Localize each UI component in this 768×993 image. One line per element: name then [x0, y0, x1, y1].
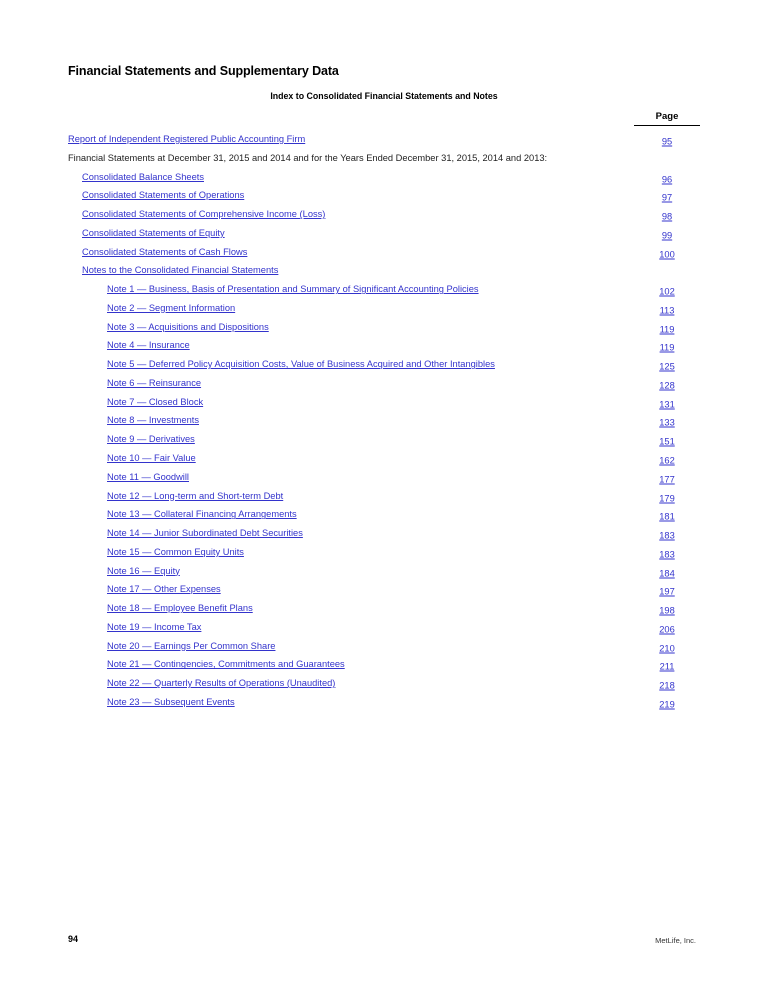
- index-entry-page-link[interactable]: 119: [659, 342, 675, 353]
- index-subtitle: Index to Consolidated Financial Statements and Notes: [270, 91, 498, 101]
- index-row: [68, 658, 700, 677]
- index-entry-page-link[interactable]: 133: [659, 417, 675, 428]
- index-row: [68, 283, 700, 302]
- index-entry-link[interactable]: Consolidated Statements of Cash Flows: [82, 246, 248, 257]
- index-entry-link[interactable]: Note 5 — Deferred Policy Acquisition Costs, Value of Business Acquired and Other Intangibles: [107, 359, 495, 370]
- index-row: [68, 246, 700, 265]
- footer-company: MetLife, Inc.: [655, 936, 696, 945]
- index-row: [68, 227, 700, 246]
- index-row: [68, 677, 700, 696]
- page-title: Financial Statements and Supplementary Data: [68, 64, 339, 78]
- index-entry-link[interactable]: Note 9 — Derivatives: [107, 434, 195, 445]
- index-row: [68, 302, 700, 321]
- index-entry-page-link[interactable]: 97: [661, 192, 673, 203]
- index-entry-link[interactable]: Note 8 — Investments: [107, 415, 199, 426]
- index-entry-page-link[interactable]: 95: [661, 136, 673, 147]
- index-entry-link[interactable]: Notes to the Consolidated Financial Statements: [82, 265, 279, 276]
- index-row: [68, 321, 700, 340]
- index-entry-page-link[interactable]: 98: [661, 211, 673, 222]
- index-entry-page-link[interactable]: 181: [659, 511, 675, 522]
- index-row: [68, 414, 700, 433]
- index-entry-link[interactable]: Note 17 — Other Expenses: [107, 584, 221, 595]
- index-entry-link[interactable]: Note 13 — Collateral Financing Arrangements: [107, 509, 297, 520]
- index-entry-link[interactable]: Consolidated Statements of Comprehensive Income (Loss): [82, 209, 326, 220]
- index-entry-link[interactable]: Note 18 — Employee Benefit Plans: [107, 603, 253, 614]
- index-row: [68, 171, 700, 190]
- index-entry-page-link[interactable]: 102: [659, 286, 675, 297]
- index-row: [68, 546, 700, 565]
- index-row: [68, 490, 700, 509]
- index-entry-page-link[interactable]: 183: [659, 549, 675, 560]
- index-entry-page-link[interactable]: 125: [659, 361, 675, 372]
- index-row: [68, 471, 700, 490]
- index-entry-page-link[interactable]: 119: [659, 324, 675, 335]
- index-entry-page-link[interactable]: 210: [659, 643, 675, 654]
- index-entry-link[interactable]: Note 10 — Fair Value: [107, 453, 196, 464]
- index-entry-link[interactable]: Note 3 — Acquisitions and Dispositions: [107, 321, 269, 332]
- index-row: [68, 602, 700, 621]
- index-entry-link[interactable]: Note 16 — Equity: [107, 565, 180, 576]
- index-list: [68, 133, 700, 715]
- page-column-header: Page: [634, 111, 700, 126]
- index-row: [68, 189, 700, 208]
- index-row: [68, 508, 700, 527]
- index-entry-page-link[interactable]: 162: [659, 455, 675, 466]
- index-row: [68, 640, 700, 659]
- index-row: [68, 621, 700, 640]
- index-entry-link[interactable]: Consolidated Statements of Operations: [82, 190, 245, 201]
- index-entry-page-link[interactable]: 219: [659, 699, 675, 710]
- index-entry-link[interactable]: Consolidated Balance Sheets: [82, 171, 204, 182]
- index-entry-page-link[interactable]: 184: [659, 568, 675, 579]
- index-row: [68, 452, 700, 471]
- index-entry-page-link[interactable]: 177: [659, 474, 675, 485]
- footer-page-number: 94: [68, 934, 79, 944]
- index-entry-text: Financial Statements at December 31, 2015 and 2014 and for the Years Ended December 31, 2015, 2014 and 2013:: [68, 152, 548, 163]
- index-entry-link[interactable]: Note 2 — Segment Information: [107, 302, 236, 313]
- index-entry-page-link[interactable]: 128: [659, 380, 675, 391]
- index-entry-link[interactable]: Note 6 — Reinsurance: [107, 377, 202, 388]
- index-row: [68, 527, 700, 546]
- index-entry-page-link[interactable]: 179: [659, 493, 675, 504]
- index-entry-page-link[interactable]: 211: [659, 661, 675, 672]
- index-entry-page-link[interactable]: 197: [659, 586, 675, 597]
- index-row: [68, 208, 700, 227]
- index-entry-link[interactable]: Note 20 — Earnings Per Common Share: [107, 640, 276, 651]
- index-row: [68, 583, 700, 602]
- index-row: [68, 339, 700, 358]
- index-row: [68, 152, 700, 171]
- index-row: [68, 696, 700, 715]
- index-entry-link[interactable]: Note 7 — Closed Block: [107, 396, 204, 407]
- index-row: [68, 358, 700, 377]
- index-row: [68, 264, 700, 283]
- index-entry-link[interactable]: Note 1 — Business, Basis of Presentation and Summary of Significant Accounting Policies: [107, 284, 479, 295]
- index-entry-page-link[interactable]: 99: [661, 230, 673, 241]
- index-entry-page-link[interactable]: 206: [659, 624, 675, 635]
- index-entry-page-link[interactable]: 100: [659, 249, 675, 260]
- index-entry-page-link[interactable]: 113: [659, 305, 675, 316]
- index-entry-link[interactable]: Note 11 — Goodwill: [107, 471, 189, 482]
- index-row: [68, 133, 700, 152]
- index-entry-page-link[interactable]: 198: [659, 605, 675, 616]
- index-entry-page-link[interactable]: 151: [659, 436, 675, 447]
- index-entry-link[interactable]: Note 23 — Subsequent Events: [107, 696, 235, 707]
- index-entry-page-link[interactable]: 96: [661, 174, 673, 185]
- index-row: [68, 565, 700, 584]
- index-entry-link[interactable]: Note 14 — Junior Subordinated Debt Securities: [107, 528, 303, 539]
- index-entry-link[interactable]: Consolidated Statements of Equity: [82, 227, 225, 238]
- index-entry-link[interactable]: Note 19 — Income Tax: [107, 621, 202, 632]
- index-entry-link[interactable]: Note 21 — Contingencies, Commitments and Guarantees: [107, 659, 345, 670]
- index-entry-link[interactable]: Note 22 — Quarterly Results of Operations (Unaudited): [107, 678, 336, 689]
- index-entry-link[interactable]: Note 4 — Insurance: [107, 340, 190, 351]
- index-entry-page-link[interactable]: 183: [659, 530, 675, 541]
- index-entry-page-link[interactable]: 218: [659, 680, 675, 691]
- index-entry-page-link[interactable]: 131: [659, 399, 675, 410]
- index-entry-link[interactable]: Report of Independent Registered Public Accounting Firm: [68, 134, 306, 144]
- index-entry-link[interactable]: Note 15 — Common Equity Units: [107, 546, 244, 557]
- index-row: [68, 396, 700, 415]
- index-row: [68, 377, 700, 396]
- index-row: [68, 433, 700, 452]
- index-entry-link[interactable]: Note 12 — Long-term and Short-term Debt: [107, 490, 284, 501]
